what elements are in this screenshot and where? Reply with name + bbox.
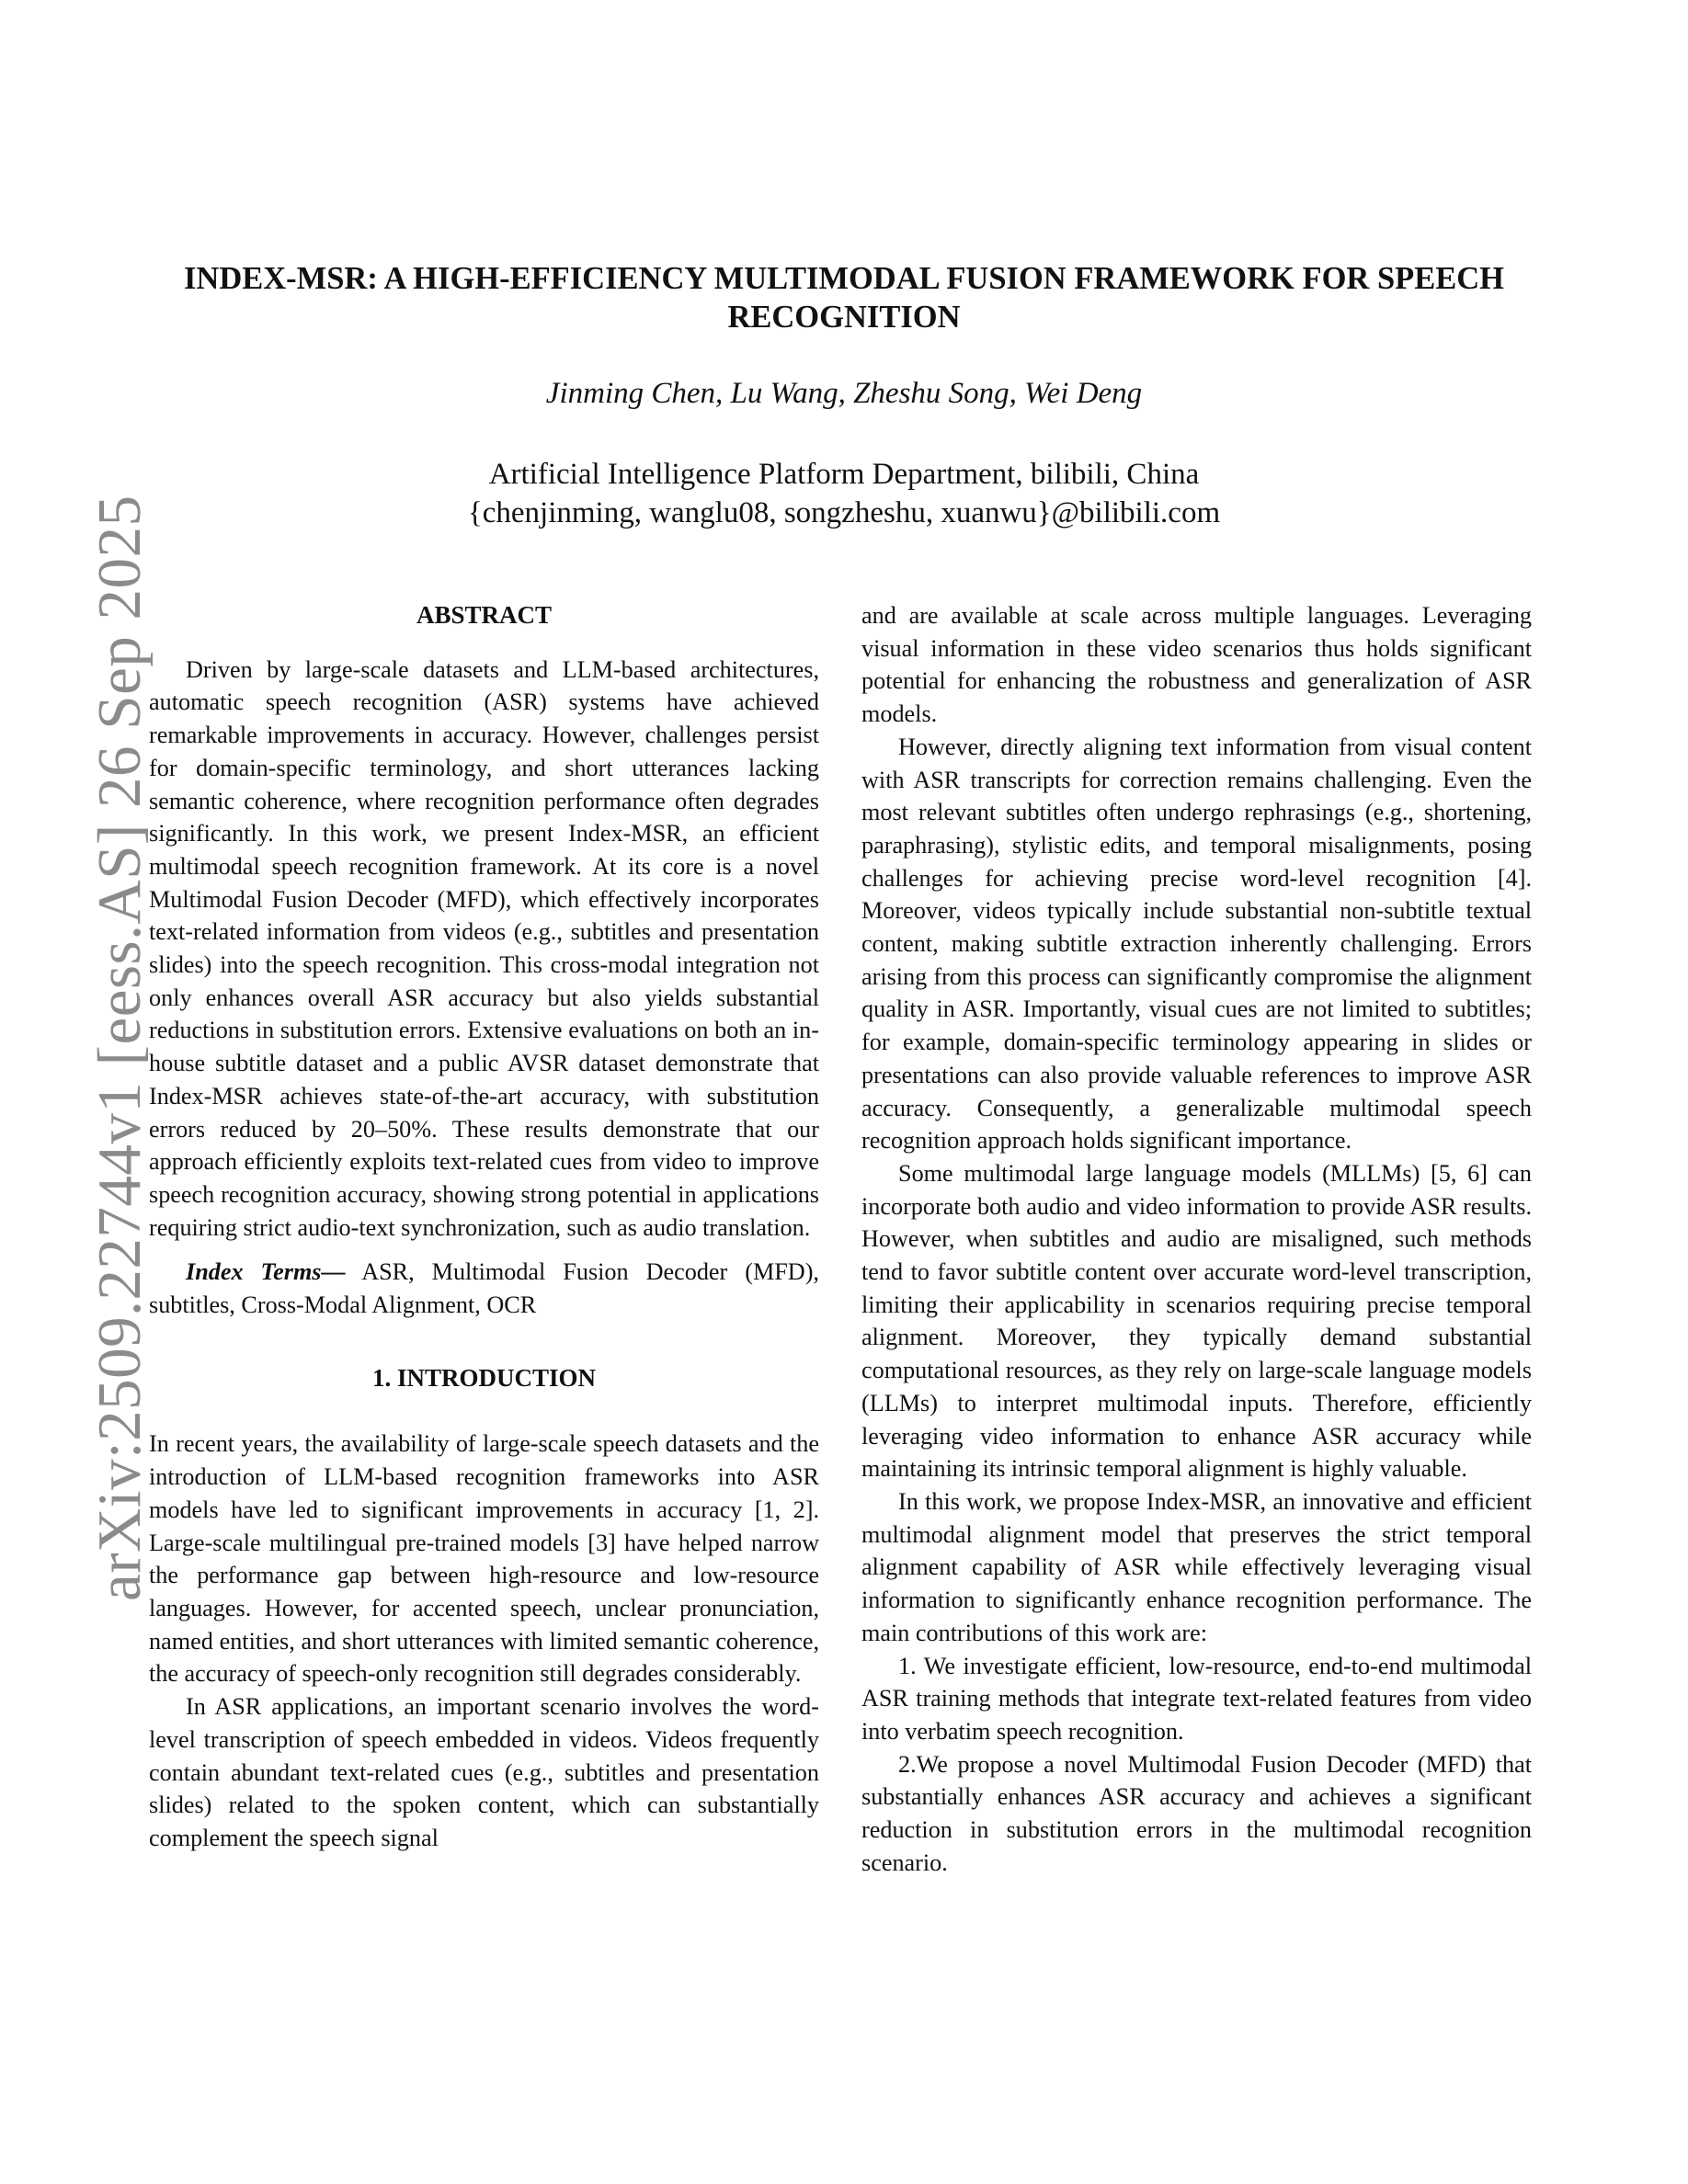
- intro-paragraph: In this work, we propose Index-MSR, an innovative and efficient multimodal alignment model that preserves the strict temporal alignment capability of ASR while effectively leveraging visual information to significantly enhance recognition performance. The main contributions of this work are:: [861, 1487, 1532, 1646]
- index-terms-text: ASR, Multimodal Fusion Decoder (MFD), subtitles, Cross-Modal Alignment, OCR: [149, 1258, 819, 1319]
- abstract-text: Driven by large-scale datasets and LLM-based architectures, automatic speech recognition (ASR) systems have achieved remarkable improvements in accuracy. However, challenges persist for domain-specific terminology, and short utterances lacking semantic coherence, where recognition performance often degrades significantly. In this work, we present Index-MSR, an efficient multimodal speech recognition framework. At its core is a novel Multimodal Fusion Decoder (MFD), which effectively incorporates text-related information from videos (e.g., subtitles and presentation slides) into the speech recognition. This cross-modal integration not only enhances overall ASR accuracy but also yields substantial reductions in substitution errors. Extensive evaluations on both an in-house subtitle dataset and a public AVSR dataset demonstrate that Index-MSR achieves state-of-the-art accuracy, with substitution errors reduced by 20–50%. These results demonstrate that our approach efficiently exploits text-related cues from video to improve speech recognition accuracy, showing strong potential in applications requiring strict audio-text synchronization, such as audio translation.: [149, 655, 819, 1241]
- intro-paragraph: and are available at scale across multiple languages. Leveraging visual information in these video scenarios thus holds significant potential for enhancing the robustness and generalization of ASR models.: [861, 602, 1532, 728]
- index-terms-label: Index Terms—: [186, 1258, 346, 1286]
- paper-title-line-2: RECOGNITION: [727, 300, 961, 335]
- intro-paragraph: However, directly aligning text information from visual content with ASR transcripts for correction remains challenging. Even the most relevant subtitles often undergo rephrasings (e.g., shortening, paraphrasing), stylistic edits, and temporal misalignments, posing challenges for achieving precise word-level recognition [4]. Moreover, videos typically include substantial non-subtitle textual content, making subtitle extraction inherently challenging. Errors arising from this process can significantly compromise the alignment quality in ASR. Importantly, visual cues are not limited to subtitles; for example, domain-specific terminology appearing in slides or presentations can also provide valuable references to improve ASR accuracy. Consequently, a generalizable multimodal speech recognition approach holds significant importance.: [861, 733, 1532, 1155]
- contribution-item: 2.We propose a novel Multimodal Fusion Decoder (MFD) that substantially enhances ASR accuracy and achieves a significant reduction in substitution errors in the multimodal recognition scenario.: [861, 1750, 1532, 1876]
- introduction-heading: 1. INTRODUCTION: [371, 1363, 597, 1392]
- left-column: [149, 599, 819, 1855]
- right-column: [861, 599, 1532, 1879]
- intro-paragraph: In ASR applications, an important scenario involves the word-level transcription of speech embedded in videos. Videos frequently contain abundant text-related cues (e.g., subtitles and presentation slides) related to the spoken content, which can substantially complement the speech signal: [149, 1693, 819, 1851]
- paper-title: [129, 259, 1559, 336]
- affiliation-emails: {chenjinming, wanglu08, songzheshu, xuanwu}@bilibili.com: [467, 496, 1221, 529]
- abstract-heading: ABSTRACT: [416, 601, 553, 629]
- arxiv-identifier-stamp: arXiv:2509.22744v1 [eess.AS] 26 Sep 2025: [86, 495, 154, 1601]
- contribution-item: 1. We investigate efficient, low-resource, end-to-end multimodal ASR training methods that integrate text-related features from video into verbatim speech recognition.: [861, 1652, 1532, 1745]
- intro-paragraph: In recent years, the availability of large-scale speech datasets and the introduction of LLM-based recognition frameworks into ASR models have led to significant improvements in accuracy [1, 2]. Large-scale multilingual pre-trained models [3] have helped narrow the performance gap between high-resource and low-resource languages. However, for accented speech, unclear pronunciation, named entities, and short utterances with limited semantic coherence, the accuracy of speech-only recognition still degrades considerably.: [149, 1430, 819, 1688]
- paper-title-line-1: INDEX-MSR: A HIGH-EFFICIENCY MULTIMODAL FUSION FRAMEWORK FOR SPEECH: [184, 261, 1504, 296]
- affiliation-department: Artificial Intelligence Platform Department, bilibili, China: [488, 458, 1200, 491]
- intro-paragraph: Some multimodal large language models (MLLMs) [5, 6] can incorporate both audio and video information to provide ASR results. However, when subtitles and audio are misaligned, such methods tend to favor subtitle content over accurate word-level transcription, limiting their applicability in scenarios requiring precise temporal alignment. Moreover, they typically demand substantial computational resources, as they rely on large-scale language models (LLMs) to interpret multimodal inputs. Therefore, efficiently leveraging video information to enhance ASR accuracy while maintaining its intrinsic temporal alignment is highly valuable.: [861, 1159, 1532, 1483]
- index-terms: [149, 1256, 819, 1321]
- affiliation-block: [129, 455, 1559, 532]
- author-list: Jinming Chen, Lu Wang, Zheshu Song, Wei Deng: [545, 377, 1143, 410]
